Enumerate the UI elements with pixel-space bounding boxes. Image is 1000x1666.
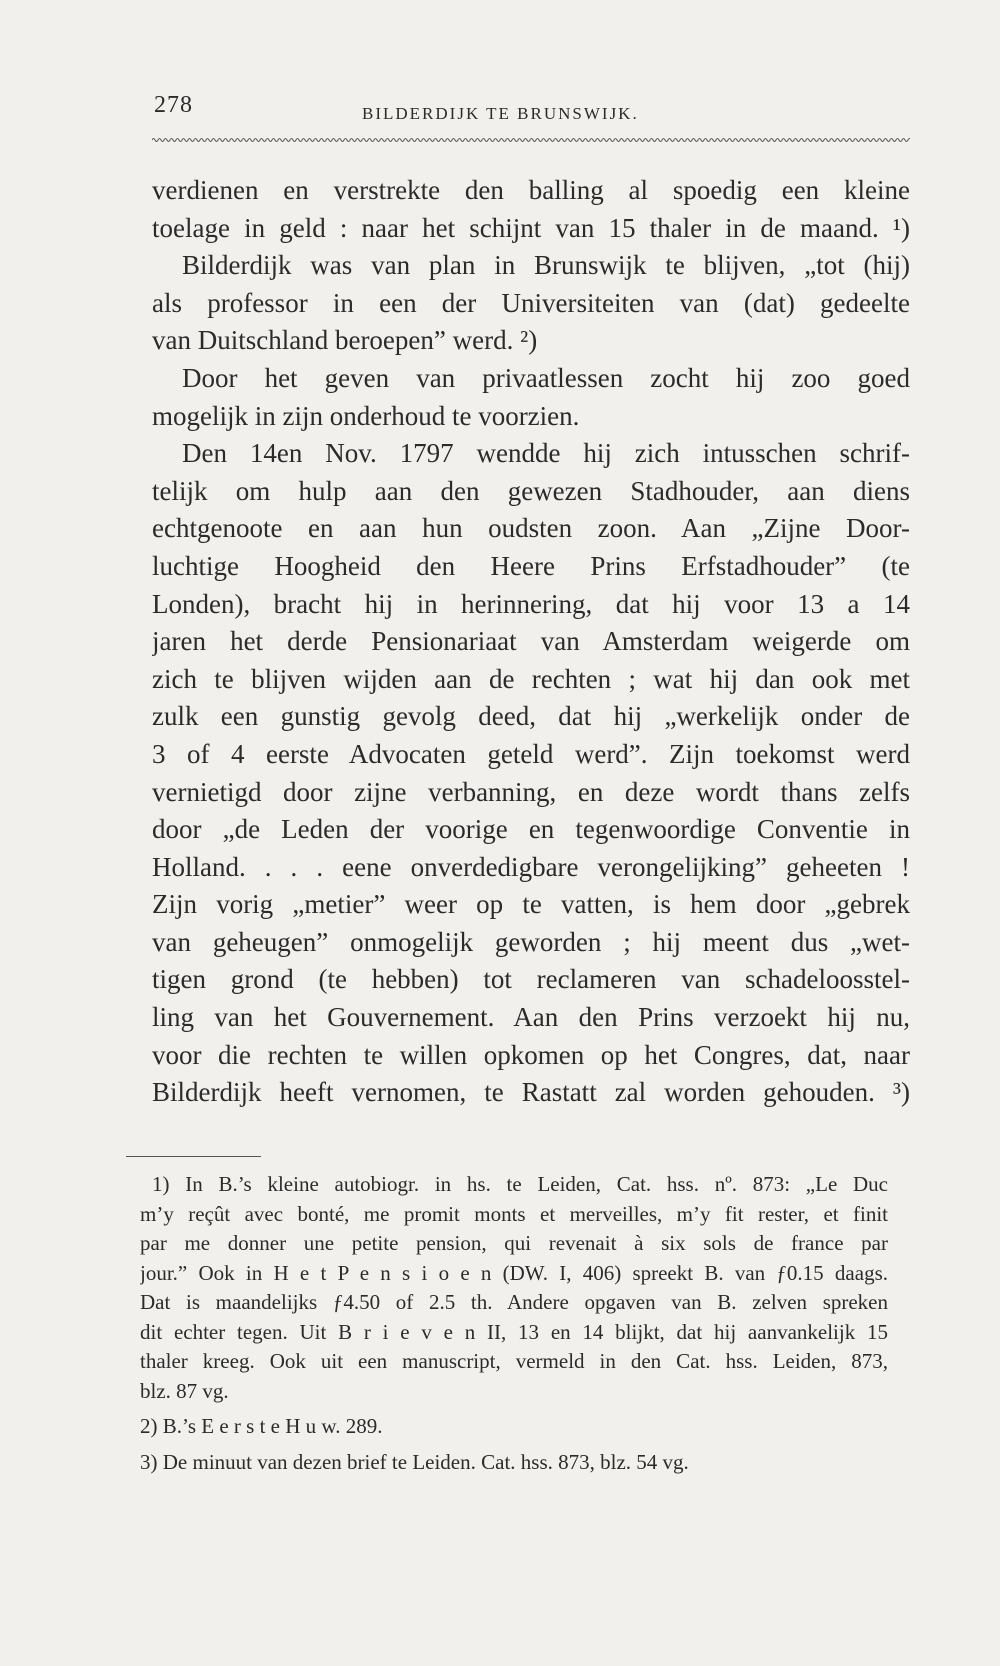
body-line: voor die rechten te willen opkomen op het Congres, dat, naar <box>152 1039 910 1070</box>
body-line: mogelijk in zijn onderhoud te voorzien. <box>152 400 580 431</box>
body-line: Den 14en Nov. 1797 wendde hij zich intusschen schrif- <box>182 438 910 469</box>
body-line: door „de Leden der voorige en tegenwoordige Conventie in <box>152 814 910 845</box>
body-line: Bilderdijk was van plan in Brunswijk te blijven, „tot (hij) <box>182 250 910 281</box>
body-line: telijk om hulp aan den gewezen Stadhouder, aan diens <box>152 475 910 506</box>
footnote-line: 3) De minuut van dezen brief te Leiden. Cat. hss. 873, blz. 54 vg. <box>140 1449 689 1474</box>
footnote-line: blz. 87 vg. <box>140 1378 229 1403</box>
body-line: 3 of 4 eerste Advocaten geteld werd”. Zijn toekomst werd <box>152 738 910 769</box>
footnote-line: 2) B.’s E e r s t e H u w. 289. <box>140 1414 383 1438</box>
body-line: als professor in een der Universiteiten van (dat) gedeelte <box>152 287 910 318</box>
body-line: ling van het Gouvernement. Aan den Prins verzoekt hij nu, <box>152 1002 910 1033</box>
body-line: vernietigd door zijne verbanning, en deze wordt thans zelfs <box>152 776 910 807</box>
body-line: toelage in geld : naar het schijnt van 15 thaler in de maand. ¹) <box>152 212 910 243</box>
body-line: Londen), bracht hij in herinnering, dat hij voor 13 a 14 <box>152 588 910 619</box>
body-line: verdienen en verstrekte den balling al spoedig een kleine <box>152 175 910 205</box>
footnote-line: thaler kreeg. Ook uit een manuscript, vermeld in den Cat. hss. Leiden, 873, <box>140 1349 888 1373</box>
page-header <box>150 86 910 136</box>
footnote-line: par me donner une petite pension, qui revenait à six sols de france par <box>140 1231 888 1255</box>
footnote-line: dit echter tegen. Uit B r i e v e n II, 13 en 14 blijkt, dat hij aanvankelijk 15 <box>140 1319 888 1344</box>
footnote-line: 1) In B.’s kleine autobiogr. in hs. te Leiden, Cat. hss. nº. 873: „Le Duc <box>152 1172 888 1196</box>
footnote-rule <box>126 1156 261 1157</box>
footnote-line: Dat is maandelijks ƒ4.50 of 2.5 th. Andere opgaven van B. zelven spreken <box>140 1290 888 1314</box>
running-head: BILDERDIJK TE BRUNSWIJK. <box>362 104 639 123</box>
body-line: zich te blijven wijden aan de rechten ; wat hij dan ook met <box>152 663 910 694</box>
footnote-line: jour.” Ook in H e t P e n s i o e n (DW. I, 406) spreekt B. van ƒ0.15 daags. <box>140 1260 888 1285</box>
footnote-line: m’y reçût avec bonté, me promit monts et merveilles, m’y fit rester, et finit <box>140 1201 888 1226</box>
body-line: van Duitschland beroepen” werd. ²) <box>152 325 538 356</box>
footnotes <box>140 1170 888 1477</box>
wavy-header-rule <box>152 136 910 144</box>
body-line: Bilderdijk heeft vernomen, te Rastatt zal worden gehouden. ³) <box>152 1077 910 1108</box>
body-line: tigen grond (te hebben) tot reclameren van schadeloosstel- <box>152 964 910 995</box>
body-line: Door het geven van privaatlessen zocht hij zoo goed <box>182 362 910 393</box>
body-line: zulk een gunstig gevolg deed, dat hij „werkelijk onder de <box>152 701 910 732</box>
body-line: echtgenoote en aan hun oudsten zoon. Aan „Zijne Door- <box>152 513 910 544</box>
body-text <box>152 172 910 1112</box>
body-line: luchtige Hoogheid den Heere Prins Erfstadhouder” (te <box>152 550 910 581</box>
body-line: jaren het derde Pensionariaat van Amsterdam weigerde om <box>152 626 910 657</box>
body-line: Zijn vorig „metier” weer op te vatten, is hem door „gebrek <box>152 889 910 920</box>
body-line: van geheugen” onmogelijk geworden ; hij meent dus „wet- <box>152 926 910 957</box>
page-number: 278 <box>154 92 193 118</box>
body-line: Holland. . . . eene onverdedigbare verongelijking” geheeten ! <box>152 851 910 882</box>
